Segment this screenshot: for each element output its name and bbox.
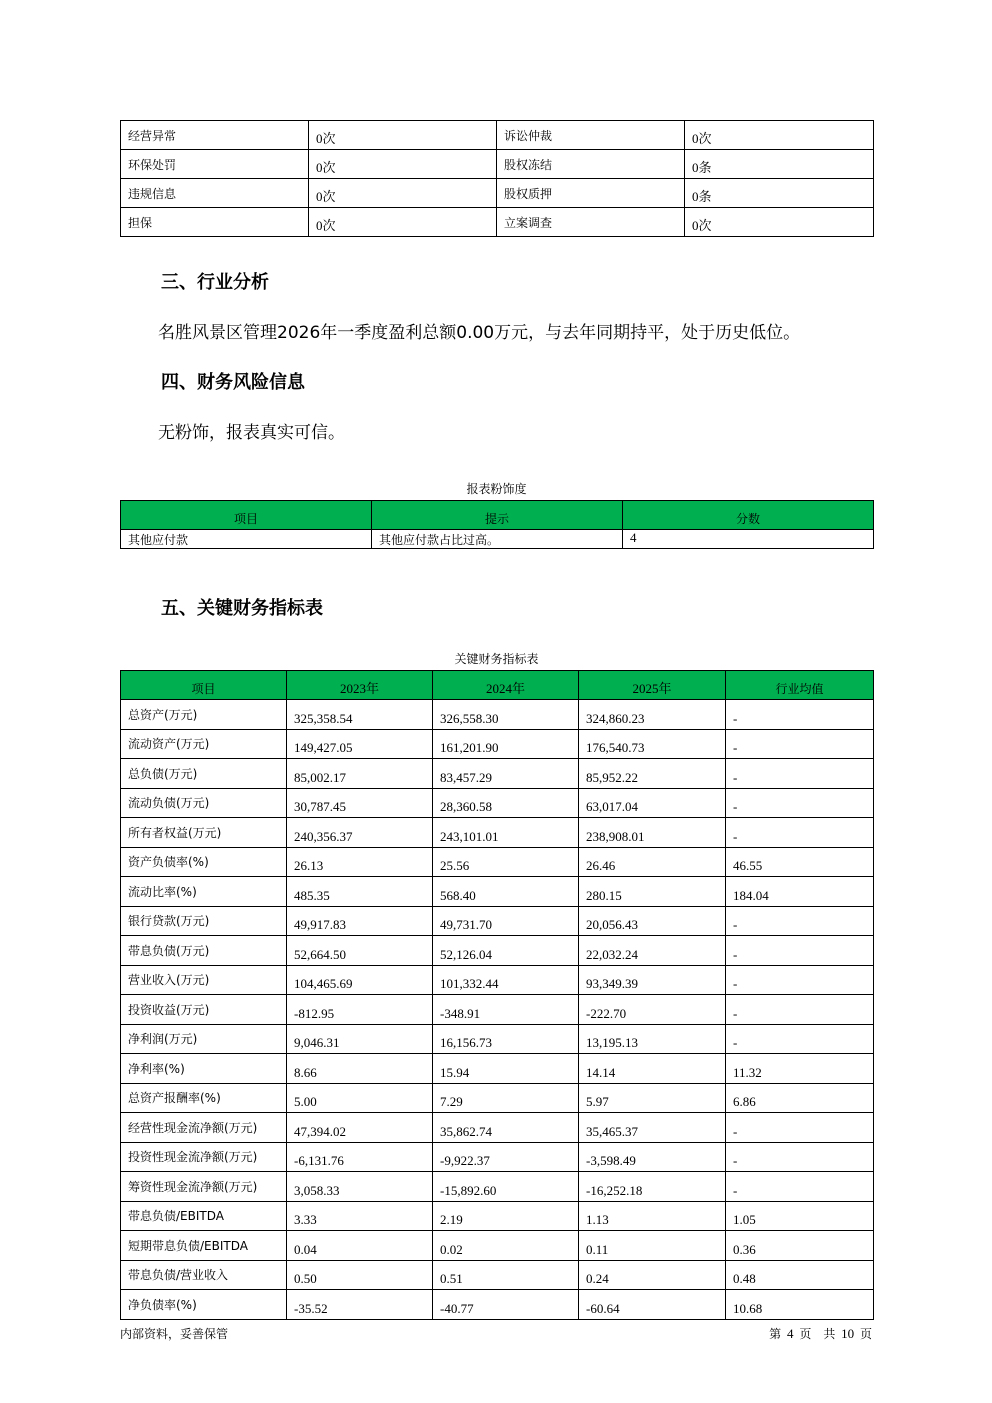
kfi-table-caption: 关键财务指标表 (454, 652, 539, 666)
table-row (121, 121, 874, 150)
table-cell-value: 0.50 (287, 1260, 433, 1290)
whitewash-table-body (121, 530, 874, 549)
table-cell-value: -348.91 (433, 995, 579, 1025)
table-cell-value: - (726, 1024, 874, 1054)
table-cell-value: 0.36 (726, 1231, 874, 1261)
table-cell-value: 149,427.05 (287, 729, 433, 759)
table-cell-value: 0.04 (287, 1231, 433, 1261)
table-cell-value: 85,002.17 (287, 759, 433, 789)
section-heading-key-indicators: 五、关键财务指标表 (161, 598, 323, 619)
table-row (121, 179, 874, 208)
table-cell-metric: 短期带息负债/EBITDA (121, 1231, 287, 1261)
whitewash-table (120, 500, 874, 549)
table-cell-value: -16,252.18 (579, 1172, 726, 1202)
table-row (121, 208, 874, 237)
table-cell-value: 11.32 (726, 1054, 874, 1084)
column-header: 2025年 (579, 671, 726, 700)
table-cell-value: 1.05 (726, 1201, 874, 1231)
table-cell-value: - (726, 936, 874, 966)
table-cell-metric: 净利润(万元) (121, 1024, 287, 1054)
whitewash-table-caption: 报表粉饰度 (466, 482, 527, 496)
table-cell-value: - (726, 700, 874, 730)
table-cell-value: 7.29 (433, 1083, 579, 1113)
table-cell-value: 1.13 (579, 1201, 726, 1231)
table-cell-value: 15.94 (433, 1054, 579, 1084)
table-cell-metric: 投资性现金流净额(万元) (121, 1142, 287, 1172)
table-row (121, 847, 874, 877)
table-cell-value: 93,349.39 (579, 965, 726, 995)
table-cell-count: 0次 (685, 208, 874, 237)
table-cell-value: 35,862.74 (433, 1113, 579, 1143)
table-cell-value: 0.11 (579, 1231, 726, 1261)
table-cell-value: -9,922.37 (433, 1142, 579, 1172)
table-cell-metric: 所有者权益(万元) (121, 818, 287, 848)
column-header: 项目 (121, 501, 372, 530)
table-cell-value: 63,017.04 (579, 788, 726, 818)
table-row (121, 759, 874, 789)
table-cell-text: 其他应付款 (121, 530, 372, 549)
table-cell-metric: 银行贷款(万元) (121, 906, 287, 936)
table-row (121, 936, 874, 966)
table-cell-value: - (726, 1142, 874, 1172)
table-cell-value: 14.14 (579, 1054, 726, 1084)
financial-risk-text: 无粉饰，报表真实可信。 (158, 423, 345, 443)
table-row (121, 906, 874, 936)
key-financial-indicators-table (120, 670, 874, 1320)
table-cell-value: - (726, 1172, 874, 1202)
table-cell-label: 股权质押 (497, 179, 685, 208)
table-cell-label: 环保处罚 (121, 150, 309, 179)
table-cell-label: 经营异常 (121, 121, 309, 150)
table-cell-metric: 流动比率(%) (121, 877, 287, 907)
table-cell-value: -222.70 (579, 995, 726, 1025)
table-cell-value: -15,892.60 (433, 1172, 579, 1202)
table-cell-value: 101,332.44 (433, 965, 579, 995)
table-cell-value: - (726, 818, 874, 848)
column-header: 分数 (623, 501, 874, 530)
table-cell-value: 161,201.90 (433, 729, 579, 759)
table-row (121, 877, 874, 907)
table-cell-value: 25.56 (433, 847, 579, 877)
table-cell-value: 8.66 (287, 1054, 433, 1084)
table-cell-count: 0次 (309, 121, 497, 150)
table-cell-value: 485.35 (287, 877, 433, 907)
table-row (121, 1083, 874, 1113)
table-cell-value: 6.86 (726, 1083, 874, 1113)
table-cell-value: - (726, 1113, 874, 1143)
table-cell-metric: 流动资产(万元) (121, 729, 287, 759)
table-row (121, 788, 874, 818)
table-cell-value: 28,360.58 (433, 788, 579, 818)
column-header: 项目 (121, 671, 287, 700)
table-row (121, 1231, 874, 1261)
table-cell-value: - (726, 906, 874, 936)
table-header-row (121, 501, 874, 530)
table-cell-value: 13,195.13 (579, 1024, 726, 1054)
table-cell-value: -35.52 (287, 1290, 433, 1320)
column-header: 2023年 (287, 671, 433, 700)
table-cell-value: 326,558.30 (433, 700, 579, 730)
table-cell-value: 0.02 (433, 1231, 579, 1261)
table-cell-value: 9,046.31 (287, 1024, 433, 1054)
footer-page-prefix: 第 (769, 1327, 782, 1341)
footer-page-mid: 页 共 (799, 1327, 836, 1341)
table-cell-value: 5.00 (287, 1083, 433, 1113)
table-cell-metric: 资产负债率(%) (121, 847, 287, 877)
table-cell-count: 0条 (685, 150, 874, 179)
table-cell-value: 0.48 (726, 1260, 874, 1290)
table-cell-value: - (726, 995, 874, 1025)
table-cell-value: 20,056.43 (579, 906, 726, 936)
table-cell-value: 49,917.83 (287, 906, 433, 936)
table-cell-value: 26.13 (287, 847, 433, 877)
table-row (121, 1024, 874, 1054)
risk-summary-table (120, 120, 874, 237)
risk-summary-body (121, 121, 874, 237)
table-cell-value: - (726, 788, 874, 818)
table-cell-value: 176,540.73 (579, 729, 726, 759)
table-cell-value: 0.24 (579, 1260, 726, 1290)
table-row (121, 1054, 874, 1084)
industry-analysis-text: 名胜风景区管理2026年一季度盈利总额0.00万元，与去年同期持平，处于历史低位。 (158, 323, 801, 343)
table-cell-metric: 总资产报酬率(%) (121, 1083, 287, 1113)
column-header: 2024年 (433, 671, 579, 700)
table-cell-value: 52,126.04 (433, 936, 579, 966)
table-cell-value: 184.04 (726, 877, 874, 907)
table-cell-count: 0次 (309, 208, 497, 237)
table-cell-value: -3,598.49 (579, 1142, 726, 1172)
table-cell-value: 85,952.22 (579, 759, 726, 789)
table-cell-value: - (726, 759, 874, 789)
table-cell-value: 10.68 (726, 1290, 874, 1320)
table-cell-value: 3.33 (287, 1201, 433, 1231)
table-cell-metric: 带息负债/EBITDA (121, 1201, 287, 1231)
table-cell-value: 3,058.33 (287, 1172, 433, 1202)
table-cell-value: 243,101.01 (433, 818, 579, 848)
table-cell-score: 4 (623, 530, 874, 549)
table-cell-value: 2.19 (433, 1201, 579, 1231)
footer-page-suffix: 页 (859, 1327, 872, 1341)
table-cell-label: 违规信息 (121, 179, 309, 208)
table-cell-count: 0条 (685, 179, 874, 208)
table-cell-value: 47,394.02 (287, 1113, 433, 1143)
table-cell-value: 280.15 (579, 877, 726, 907)
table-cell-metric: 流动负债(万元) (121, 788, 287, 818)
table-row (121, 729, 874, 759)
table-cell-value: 240,356.37 (287, 818, 433, 848)
footer-confidential-note: 内部资料，妥善保管 (120, 1327, 229, 1341)
table-cell-value: 238,908.01 (579, 818, 726, 848)
table-cell-value: 22,032.24 (579, 936, 726, 966)
table-cell-value: 46.55 (726, 847, 874, 877)
table-cell-label: 立案调查 (497, 208, 685, 237)
table-cell-text: 其他应付款占比过高。 (372, 530, 623, 549)
table-cell-value: 568.40 (433, 877, 579, 907)
table-cell-value: 5.97 (579, 1083, 726, 1113)
footer-current-page: 4 (786, 1326, 794, 1341)
table-row (121, 995, 874, 1025)
column-header: 行业均值 (726, 671, 874, 700)
table-cell-metric: 营业收入(万元) (121, 965, 287, 995)
table-cell-metric: 总资产(万元) (121, 700, 287, 730)
table-cell-value: 0.51 (433, 1260, 579, 1290)
table-cell-value: 16,156.73 (433, 1024, 579, 1054)
table-cell-value: -812.95 (287, 995, 433, 1025)
table-cell-value: -6,131.76 (287, 1142, 433, 1172)
column-header: 提示 (372, 501, 623, 530)
table-cell-value: -60.64 (579, 1290, 726, 1320)
table-header-row (121, 671, 874, 700)
table-cell-metric: 总负债(万元) (121, 759, 287, 789)
table-cell-metric: 带息负债/营业收入 (121, 1260, 287, 1290)
table-cell-count: 0次 (309, 150, 497, 179)
table-cell-value: - (726, 965, 874, 995)
kfi-table-body (121, 700, 874, 1320)
table-cell-metric: 净负债率(%) (121, 1290, 287, 1320)
table-cell-count: 0次 (309, 179, 497, 208)
table-cell-value: 104,465.69 (287, 965, 433, 995)
table-cell-label: 担保 (121, 208, 309, 237)
table-cell-value: 30,787.45 (287, 788, 433, 818)
table-row (121, 1113, 874, 1143)
table-cell-label: 股权冻结 (497, 150, 685, 179)
table-cell-count: 0次 (685, 121, 874, 150)
table-row (121, 1201, 874, 1231)
table-cell-value: 26.46 (579, 847, 726, 877)
table-cell-metric: 净利率(%) (121, 1054, 287, 1084)
table-cell-metric: 筹资性现金流净额(万元) (121, 1172, 287, 1202)
table-cell-value: 49,731.70 (433, 906, 579, 936)
table-cell-label: 诉讼仲裁 (497, 121, 685, 150)
table-cell-value: - (726, 729, 874, 759)
table-cell-value: 325,358.54 (287, 700, 433, 730)
table-cell-metric: 投资收益(万元) (121, 995, 287, 1025)
table-row (121, 818, 874, 848)
table-cell-value: 52,664.50 (287, 936, 433, 966)
table-cell-value: 35,465.37 (579, 1113, 726, 1143)
table-row (121, 530, 874, 549)
table-row (121, 1172, 874, 1202)
table-cell-value: 83,457.29 (433, 759, 579, 789)
table-row (121, 1142, 874, 1172)
table-cell-value: 324,860.23 (579, 700, 726, 730)
table-row (121, 965, 874, 995)
table-cell-metric: 经营性现金流净额(万元) (121, 1113, 287, 1143)
table-row (121, 150, 874, 179)
section-heading-industry: 三、行业分析 (161, 272, 269, 293)
footer-total-pages: 10 (841, 1326, 855, 1341)
table-cell-value: -40.77 (433, 1290, 579, 1320)
footer-page-number (769, 1325, 872, 1342)
table-cell-metric: 带息负债(万元) (121, 936, 287, 966)
table-row (121, 1290, 874, 1320)
section-heading-financial-risk: 四、财务风险信息 (161, 372, 305, 393)
table-row (121, 1260, 874, 1290)
table-row (121, 700, 874, 730)
